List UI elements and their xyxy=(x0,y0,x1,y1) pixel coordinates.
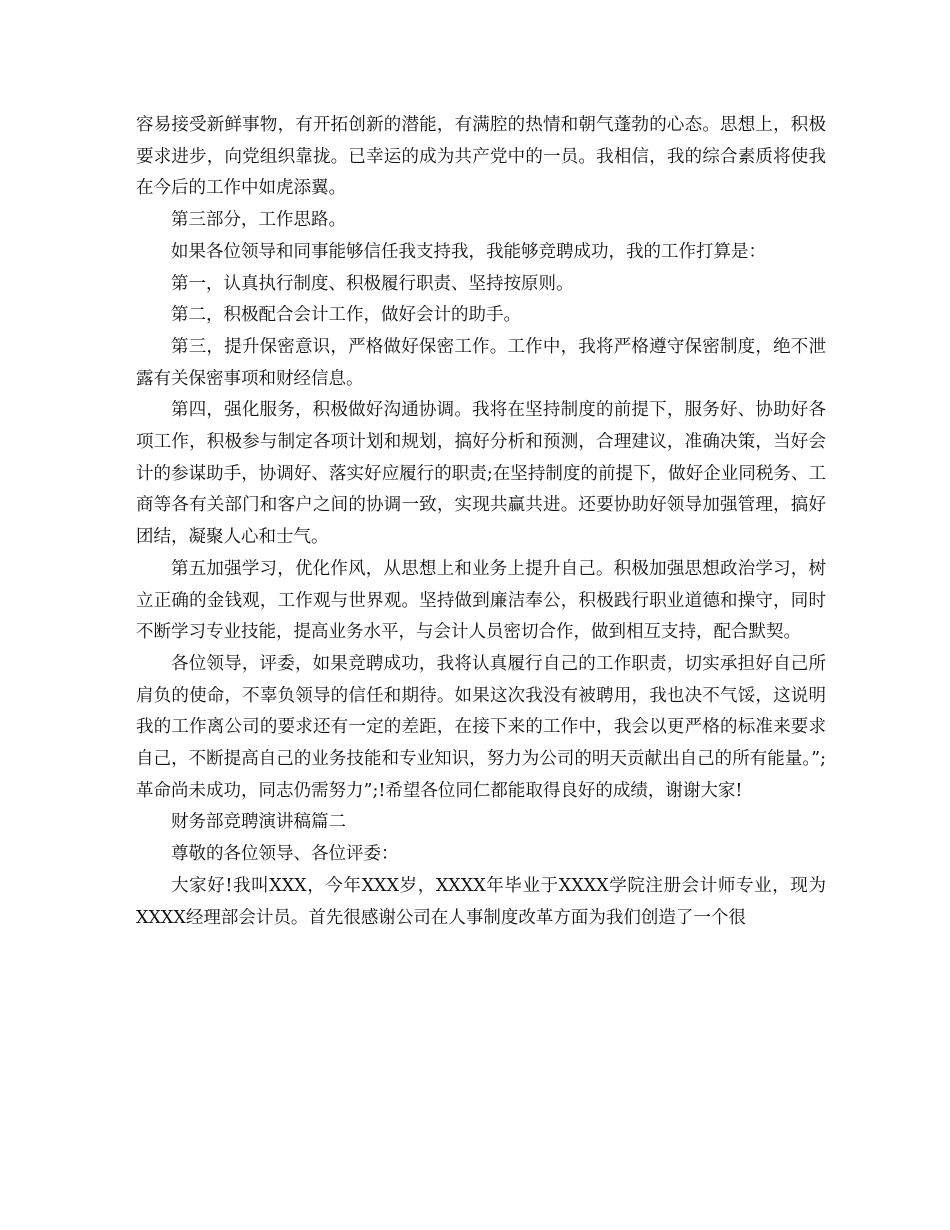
paragraph-point-3: 第三，提升保密意识，严格做好保密工作。工作中，我将严格遵守保密制度，绝不泄露有关保密事项和财经信息。 xyxy=(136,336,826,389)
section-heading-work-plan: 第三部分，工作思路。 xyxy=(171,210,346,231)
paragraph-self-intro: 大家好!我叫XXX，今年XXX岁，XXXX年毕业于XXXX学院注册会计师专业，现为XXXX经理部会计员。首先很感谢公司在人事制度改革方面为我们创造了一个很 xyxy=(136,875,826,928)
paragraph-closing: 各位领导，评委，如果竞聘成功，我将认真履行自己的工作职责，切实承担好自己所肩负的使命，不辜负领导的信任和期待。如果这次我没有被聘用，我也决不气馁，这说明我的工作离公司的要求还有一定的差距，在接下来的工作中，我会以更严格的标准来要求自己，不断提高自己的业务技能和专业知识，努力为公司的明天贡献出自己的所有能量。”;革命尚未成功，同志仍需努力”;!希望各位同仁都能取得良好的成绩，谢谢大家! xyxy=(136,653,826,801)
document-body xyxy=(136,110,826,934)
paragraph-intro-plan: 如果各位领导和同事能够信任我支持我，我能够竞聘成功，我的工作打算是： xyxy=(171,241,766,262)
paragraph-point-5: 第五加强学习，优化作风，从思想上和业务上提升自己。积极加强思想政治学习，树立正确的金钱观，工作观与世界观。坚持做到廉洁奉公，积极践行职业道德和操守，同时不断学习专业技能，提高业务水平，与会计人员密切合作，做到相互支持，配合默契。 xyxy=(136,558,826,643)
paragraph-point-2: 第二，积极配合会计工作，做好会计的助手。 xyxy=(171,305,521,326)
article-title-part-two: 财务部竞聘演讲稿篇二 xyxy=(171,812,346,833)
paragraph-point-1: 第一，认真执行制度、积极履行职责、坚持按原则。 xyxy=(171,273,574,294)
paragraph-continuation: 容易接受新鲜事物，有开拓创新的潜能，有满腔的热情和朝气蓬勃的心态。思想上，积极要求进步，向党组织靠拢。已幸运的成为共产党中的一员。我相信，我的综合素质将使我在今后的工作中如虎添翼。 xyxy=(136,115,826,199)
salutation: 尊敬的各位领导、各位评委： xyxy=(171,844,399,865)
paragraph-point-4: 第四，强化服务，积极做好沟通协调。我将在坚持制度的前提下，服务好、协助好各项工作，积极参与制定各项计划和规划，搞好分析和预测，合理建议，准确决策，当好会计的参谋助手，协调好、落实好应履行的职责;在坚持制度的前提下，做好企业同税务、工商等各有关部门和客户之间的协调一致，实现共赢共进。还要协助好领导加强管理，搞好团结，凝聚人心和士气。 xyxy=(136,400,826,548)
